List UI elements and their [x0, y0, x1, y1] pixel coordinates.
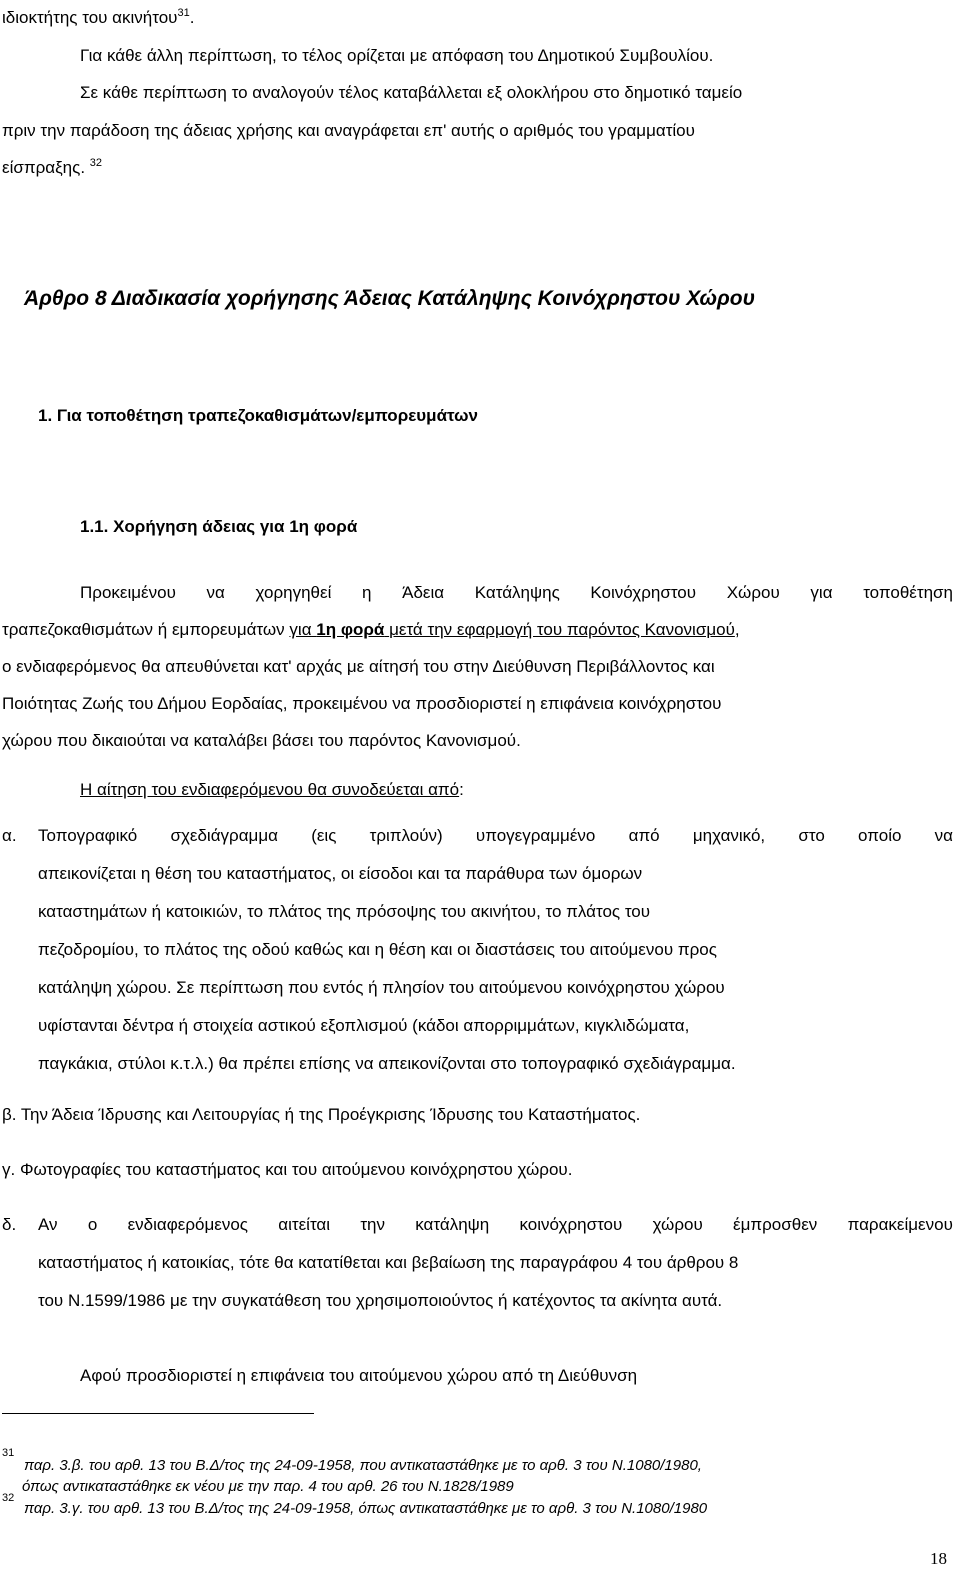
- closing-line: Αφού προσδιοριστεί η επιφάνεια του αιτούμενου χώρου από τη Διεύθυνση: [80, 1366, 638, 1385]
- item-a-line-7: παγκάκια, στύλοι κ.τ.λ.) θα πρέπει επίσης να απεικονίζονται στο τοπογραφικό σχεδιάγραμμα.: [38, 1054, 736, 1073]
- item-a-line-2: απεικονίζεται η θέση του καταστήματος, οι είσοδοι και τα παράθυρα των όμορων: [38, 864, 643, 883]
- intro-line-4: πριν την παράδοση της άδειας χρήσης και αναγράφεται επ' αυτής ο αριθμός του γραμματίου: [2, 121, 695, 140]
- item-a-line-3: καταστημάτων ή κατοικιών, το πλάτος της πρόσοψης του ακινήτου, το πλάτος του: [38, 902, 651, 921]
- para1-line-2: τραπεζοκαθισμάτων ή εμπορευμάτων για 1η φορά μετά την εφαρμογή του παρόντος Κανονισμού,: [2, 620, 740, 639]
- footnote-32-line-1: παρ. 3.γ. του αρθ. 13 του Β.Δ/τος της 24-09-1958, όπως αντικαταστάθηκε με το αρθ. 3 του Ν.1080/1980: [24, 1500, 708, 1517]
- para1-line-5: χώρου που δικαιούται να καταλάβει βάσει του παρόντος Κανονισμού.: [2, 731, 521, 750]
- footnote-ref-32: 32: [89, 157, 103, 169]
- intro-line-5: είσπραξης. $^{32}$: [2, 157, 103, 177]
- item-a-marker: α.: [2, 826, 17, 845]
- intro-line-1: ιδιοκτήτης του ακινήτου$^{31}$.: [2, 7, 195, 27]
- footnote-32-number: 32: [2, 1492, 15, 1504]
- item-c: γ. Φωτογραφίες του καταστήματος και του αιτούμενου κοινόχρηστου χώρου.: [2, 1160, 573, 1179]
- item-d-marker: δ.: [2, 1215, 17, 1234]
- para1-line-3: ο ενδιαφερόμενος θα απευθύνεται κατ' αρχάς με αίτησή του στην Διεύθυνση Περιβάλλοντος και: [2, 657, 715, 676]
- footnote-ref-31: 31: [177, 7, 190, 19]
- item-b: β. Την Άδεια Ίδρυσης και Λειτουργίας ή της Προέγκρισης Ίδρυσης του Καταστήματος.: [2, 1105, 641, 1124]
- footnote-31-line-1: παρ. 3.β. του αρθ. 13 του Β.Δ/τος της 24-09-1958, που αντικαταστάθηκε με το αρθ. 3 του Ν.1080/1980,: [24, 1457, 702, 1474]
- page-number: 18: [930, 1549, 947, 1568]
- intro-line-2: Για κάθε άλλη περίπτωση, το τέλος ορίζεται με απόφαση του Δημοτικού Συμβουλίου.: [80, 46, 714, 65]
- para1-line-4: Ποιότητας Ζωής του Δήμου Εορδαίας, προκειμένου να προσδιοριστεί η επιφάνεια κοινόχρηστου: [2, 694, 722, 713]
- section-heading: 1. Για τοποθέτηση τραπεζοκαθισμάτων/εμπορευμάτων: [38, 406, 478, 425]
- item-a-line-1: Τοπογραφικό σχεδιάγραμμα (εις τριπλούν) υπογεγραμμένο από μηχανικό, στο οποίο να: [38, 826, 953, 845]
- footnote-separator: [2, 1413, 314, 1414]
- attachments-heading: Η αίτηση του ενδιαφερόμενου θα συνοδεύεται από:: [80, 780, 464, 799]
- item-a-line-6: υφίστανται δέντρα ή στοιχεία αστικού εξοπλισμού (κάδοι απορριμμάτων, κιγκλιδώματα,: [38, 1016, 690, 1035]
- subsection-heading: 1.1. Χορήγηση άδειας για 1η φορά: [80, 517, 358, 536]
- intro-line-3: Σε κάθε περίπτωση το αναλογούν τέλος καταβάλλεται εξ ολοκλήρου στο δημοτικό ταμείο: [80, 83, 743, 102]
- item-d-line-2: καταστήματος ή κατοικίας, τότε θα κατατίθεται και βεβαίωση της παραγράφου 4 του άρθρου 8: [38, 1253, 739, 1272]
- item-d-line-3: του Ν.1599/1986 με την συγκατάθεση του χρησιμοποιούντος ή κατέχοντος τα ακίνητα αυτά.: [38, 1291, 723, 1310]
- article-title: Άρθρο 8 Διαδικασία χορήγησης Άδειας Κατάληψης Κοινόχρηστου Χώρου: [24, 287, 756, 310]
- footnote-31-line-2: όπως αντικαταστάθηκε εκ νέου με την παρ. 4 του αρθ. 26 του Ν.1828/1989: [22, 1478, 514, 1495]
- footnote-31-number: 31: [2, 1447, 15, 1459]
- item-d-line-1: Αν ο ενδιαφερόμενος αιτείται την κατάληψη κοινόχρηστου χώρου έμπροσθεν παρακείμενου: [38, 1215, 953, 1234]
- para1-line-1: Προκειμένου να χορηγηθεί η Άδεια Κατάληψης Κοινόχρηστου Χώρου για τοποθέτηση: [80, 583, 953, 602]
- item-a-line-5: κατάληψη χώρου. Σε περίπτωση που εντός ή πλησίον του αιτούμενου κοινόχρηστου χώρου: [38, 978, 725, 997]
- item-a-line-4: πεζοδρομίου, το πλάτος της οδού καθώς και η θέση και οι διαστάσεις του αιτούμενου προς: [38, 940, 717, 959]
